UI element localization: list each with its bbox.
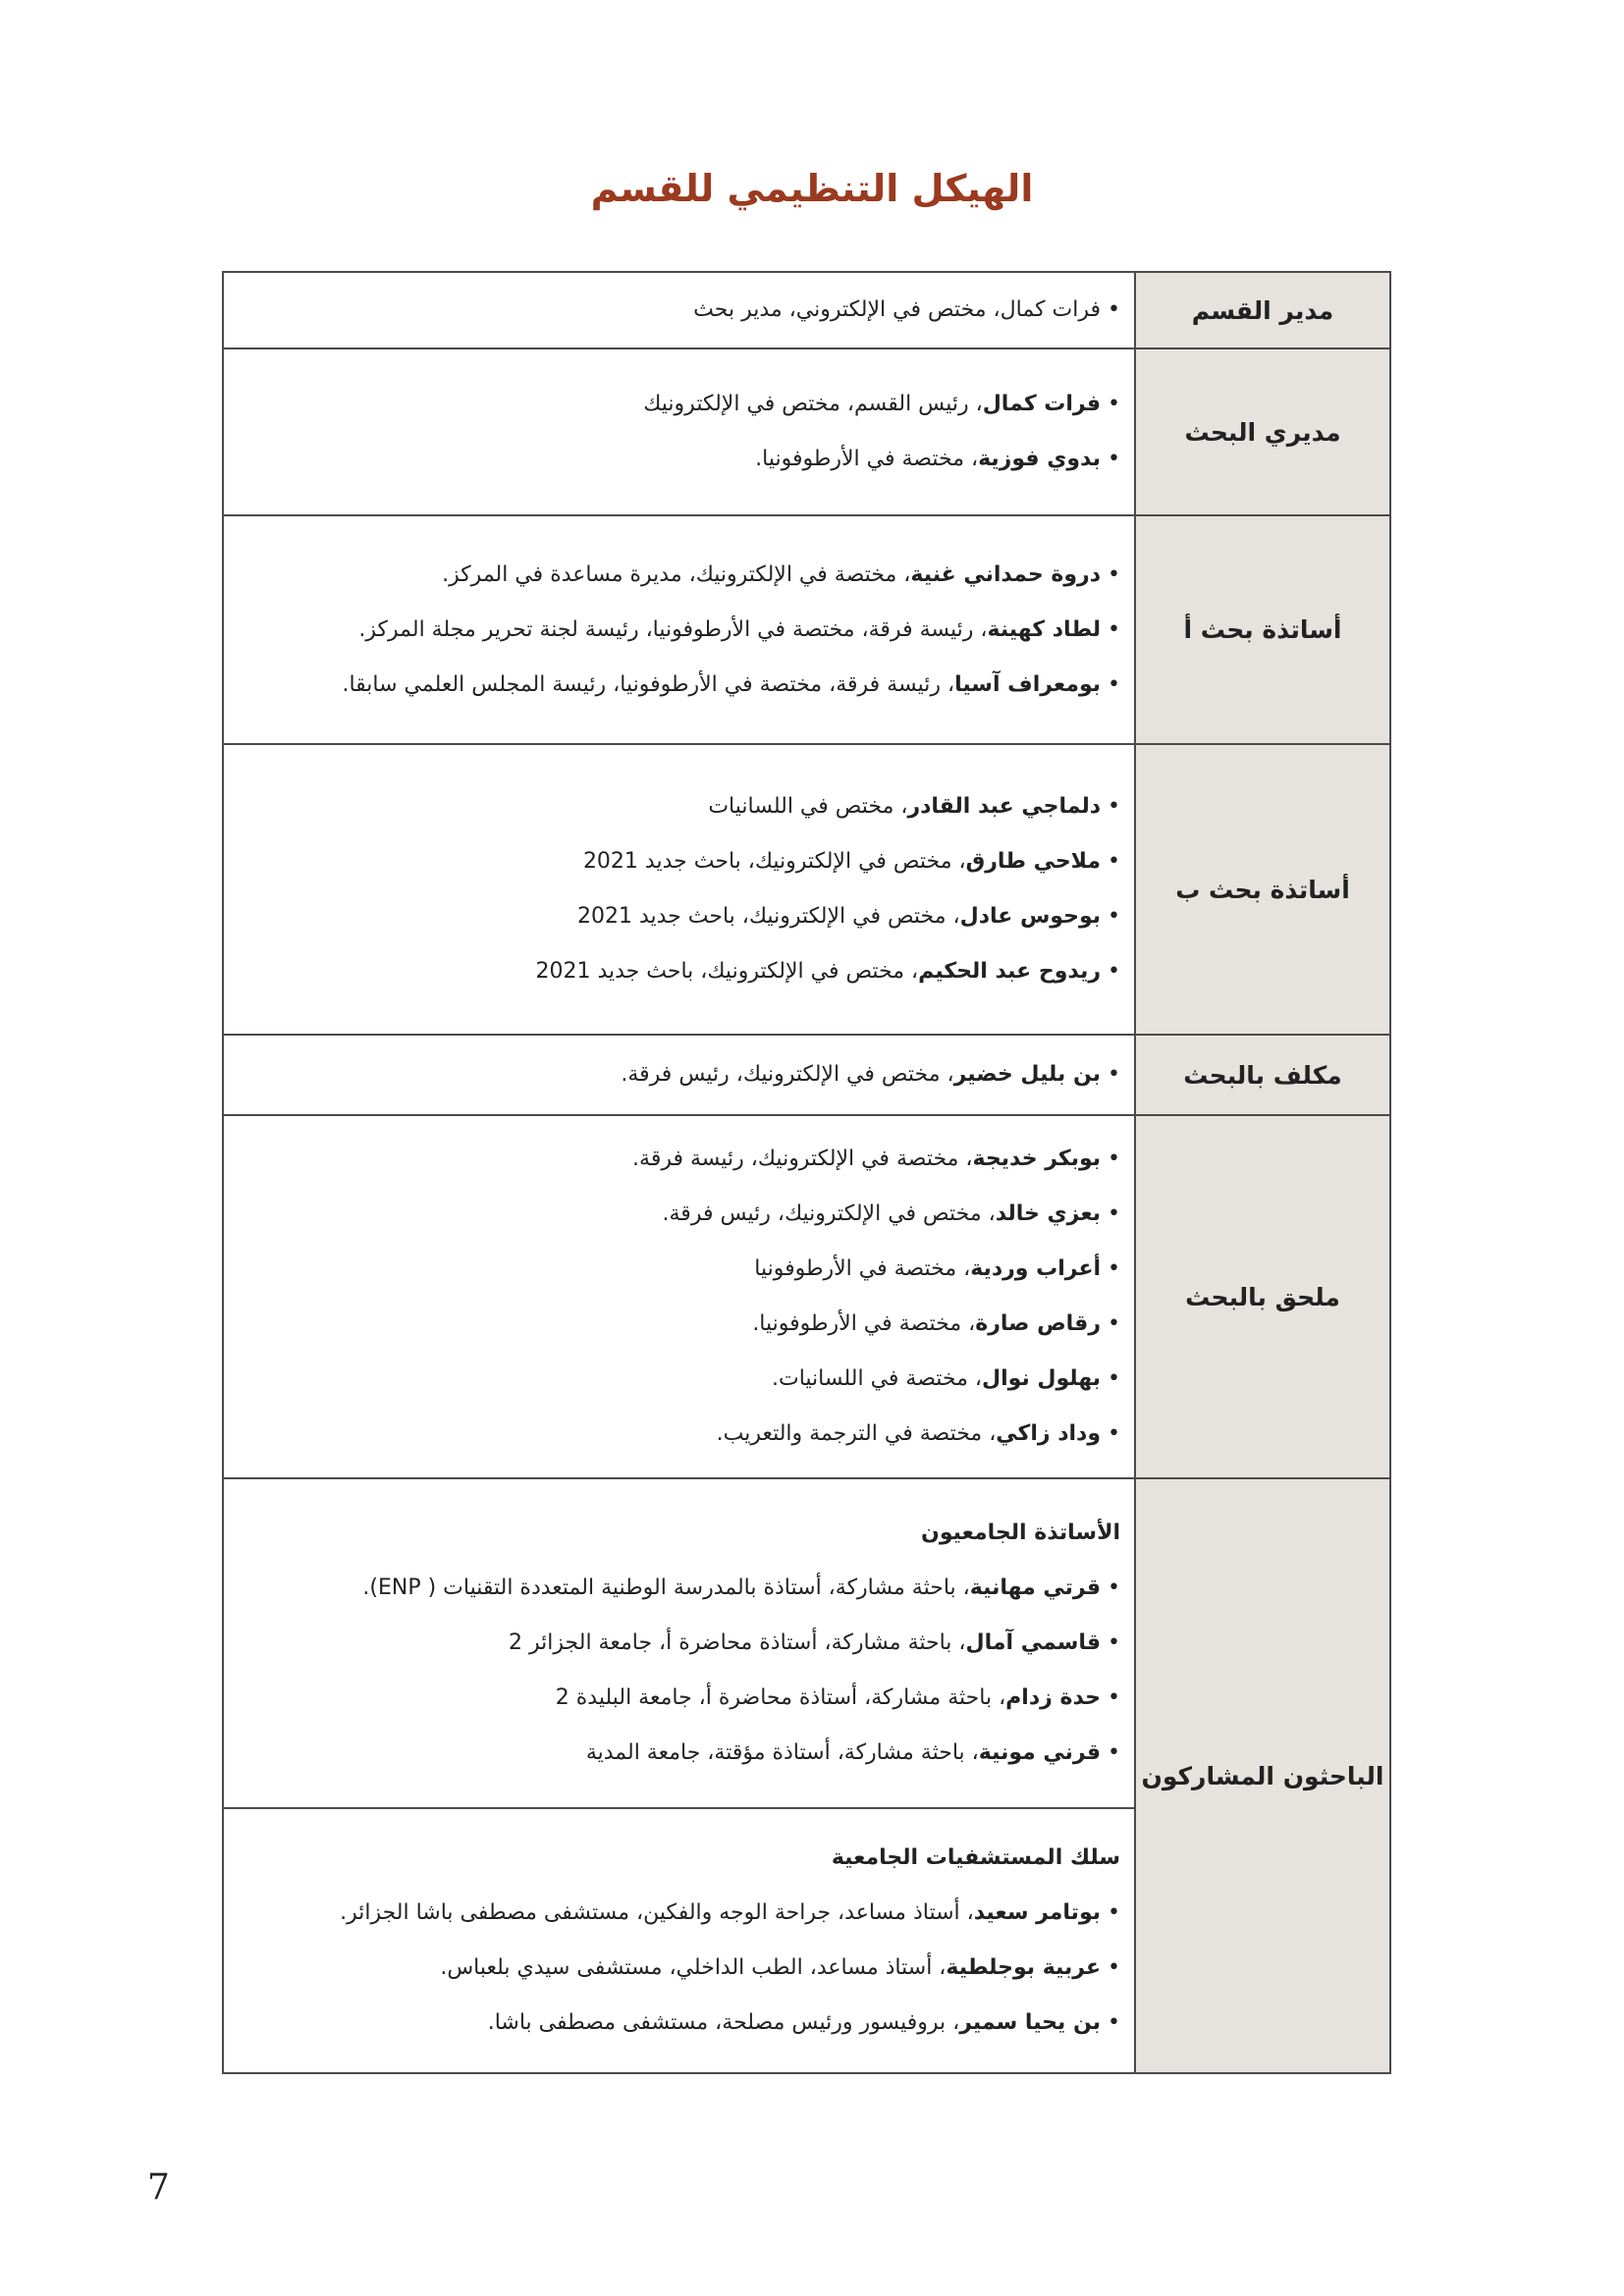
list-item: • بومعراف آسيا، رئيسة فرقة، مختصة في الأرطوفونيا، رئيسة المجلس العلمي سابقا. bbox=[342, 671, 1120, 697]
category-research-attache: ملحق بالبحث bbox=[1135, 1115, 1390, 1478]
list-item: • دلماجي عبد القادر، مختص في اللسانيات bbox=[708, 794, 1120, 819]
list-item: • بعزي خالد، مختص في الإلكترونيك، رئيس فرقة. bbox=[662, 1201, 1120, 1226]
entries-research-officer bbox=[223, 1035, 1135, 1115]
person-name: قرتي مهانية bbox=[969, 1575, 1102, 1600]
person-name: وداد زاكي bbox=[996, 1421, 1102, 1446]
page-number: 7 bbox=[147, 2167, 170, 2208]
row-research-officer bbox=[223, 1035, 1390, 1115]
subsection-heading: الأساتذة الجامعيون bbox=[921, 1521, 1120, 1545]
list-item: • قاسمي آمال، باحثة مشاركة، أستاذة محاضرة أ، جامعة الجزائر 2 bbox=[509, 1630, 1120, 1655]
category-research-directors: مديري البحث bbox=[1135, 348, 1390, 515]
page-title: الهيكل التنظيمي للقسم bbox=[590, 167, 1034, 210]
list-item: • دروة حمداني غنية، مختصة في الإلكترونيك، مديرة مساعدة في المركز. bbox=[442, 561, 1120, 587]
list-item: • بن يحيا سمير، بروفيسور ورئيس مصلحة، مستشفى مصطفى باشا. bbox=[487, 2010, 1120, 2035]
list-item: • لطاد كهينة، رئيسة فرقة، مختصة في الأرطوفونيا، رئيسة لجنة تحرير مجلة المركز. bbox=[358, 616, 1120, 642]
person-name: بعزي خالد bbox=[995, 1201, 1102, 1226]
list-item: • بوتامر سعيد، أستاذ مساعد، جراحة الوجه والفكين، مستشفى مصطفى باشا الجزائر. bbox=[340, 1900, 1120, 1925]
row-associates-university bbox=[223, 1478, 1390, 1808]
person-name: ريدوح عبد الحكيم bbox=[918, 959, 1102, 984]
category-professors-b: أساتذة بحث ب bbox=[1135, 744, 1390, 1035]
person-name: رقاص صارة bbox=[975, 1311, 1102, 1336]
row-research-attache bbox=[223, 1115, 1390, 1478]
row-research-directors bbox=[223, 348, 1390, 515]
entries-associates-hospital bbox=[223, 1808, 1135, 2073]
list-item: • فرات كمال، مختص في الإلكتروني، مدير بحث bbox=[693, 297, 1120, 322]
person-name: فرات كمال bbox=[982, 392, 1102, 416]
entries-associates-university bbox=[223, 1478, 1135, 1808]
person-name: بن بليل خضير bbox=[953, 1062, 1102, 1087]
category-research-officer: مكلف بالبحث bbox=[1135, 1035, 1390, 1115]
entries-professors-a bbox=[223, 515, 1135, 744]
list-item: • بن بليل خضير، مختص في الإلكترونيك، رئيس فرقة. bbox=[621, 1062, 1120, 1087]
row-professors-b bbox=[223, 744, 1390, 1035]
person-name: بهلول نوال bbox=[982, 1366, 1102, 1391]
list-item: • بدوي فوزية، مختصة في الأرطوفونيا. bbox=[755, 447, 1120, 471]
list-item: • قرتي مهانية، باحثة مشاركة، أستاذة بالمدرسة الوطنية المتعددة التقنيات ( ENP). bbox=[362, 1575, 1120, 1600]
list-item: • بهلول نوال، مختصة في اللسانيات. bbox=[771, 1366, 1120, 1391]
person-name: بن يحيا سمير bbox=[959, 2010, 1102, 2035]
person-name: قرني مونية bbox=[978, 1740, 1102, 1765]
person-name: قاسمي آمال bbox=[965, 1630, 1102, 1655]
list-item: • بوبكر خديجة، مختصة في الإلكترونيك، رئيسة فرقة. bbox=[632, 1147, 1120, 1171]
person-name: عربية بوجلطية bbox=[946, 1955, 1102, 1980]
person-name: أعراب وردية bbox=[970, 1256, 1102, 1281]
entries-research-attache bbox=[223, 1115, 1135, 1478]
category-professors-a: أساتذة بحث أ bbox=[1135, 515, 1390, 744]
person-name: بومعراف آسيا bbox=[954, 671, 1102, 697]
person-name: لطاد كهينة bbox=[987, 616, 1102, 642]
row-director bbox=[223, 272, 1390, 348]
list-item: • فرات كمال، رئيس القسم، مختص في الإلكترونيك bbox=[643, 392, 1120, 416]
person-name: دلماجي عبد القادر bbox=[907, 794, 1102, 819]
list-item: • ملاحي طارق، مختص في الإلكترونيك، باحث جديد 2021 bbox=[582, 849, 1120, 874]
list-item: • وداد زاكي، مختصة في الترجمة والتعريب. bbox=[716, 1421, 1120, 1446]
list-item: • حدة زدام، باحثة مشاركة، أستاذة محاضرة أ، جامعة البليدة 2 bbox=[555, 1685, 1120, 1710]
org-structure-table bbox=[222, 271, 1391, 2074]
list-item: • أعراب وردية، مختصة في الأرطوفونيا bbox=[754, 1256, 1120, 1281]
person-name: بدوي فوزية bbox=[978, 447, 1102, 471]
list-item: • بوحوس عادل، مختص في الإلكترونيك، باحث جديد 2021 bbox=[576, 904, 1120, 929]
person-name: حدة زدام bbox=[1005, 1685, 1102, 1710]
person-name: دروة حمداني غنية bbox=[910, 561, 1102, 587]
entries-professors-b bbox=[223, 744, 1135, 1035]
person-name: ملاحي طارق bbox=[965, 849, 1102, 874]
category-director: مدير القسم bbox=[1135, 272, 1390, 348]
row-professors-a bbox=[223, 515, 1390, 744]
list-item: • رقاص صارة، مختصة في الأرطوفونيا. bbox=[752, 1311, 1120, 1336]
person-name: بوحوس عادل bbox=[959, 904, 1102, 929]
category-associates: الباحثون المشاركون bbox=[1135, 1478, 1390, 2073]
entries-director bbox=[223, 272, 1135, 348]
list-item: • عربية بوجلطية، أستاذ مساعد، الطب الداخلي، مستشفى سيدي بلعباس. bbox=[440, 1955, 1120, 1980]
entries-research-directors bbox=[223, 348, 1135, 515]
subsection-heading: سلك المستشفيات الجامعية bbox=[831, 1845, 1120, 1870]
person-name: بوبكر خديجة bbox=[972, 1147, 1102, 1171]
person-name: بوتامر سعيد bbox=[973, 1900, 1102, 1925]
list-item: • قرني مونية، باحثة مشاركة، أستاذة مؤقتة، جامعة المدية bbox=[585, 1740, 1120, 1765]
list-item: • ريدوح عبد الحكيم، مختص في الإلكترونيك، باحث جديد 2021 bbox=[535, 959, 1120, 984]
